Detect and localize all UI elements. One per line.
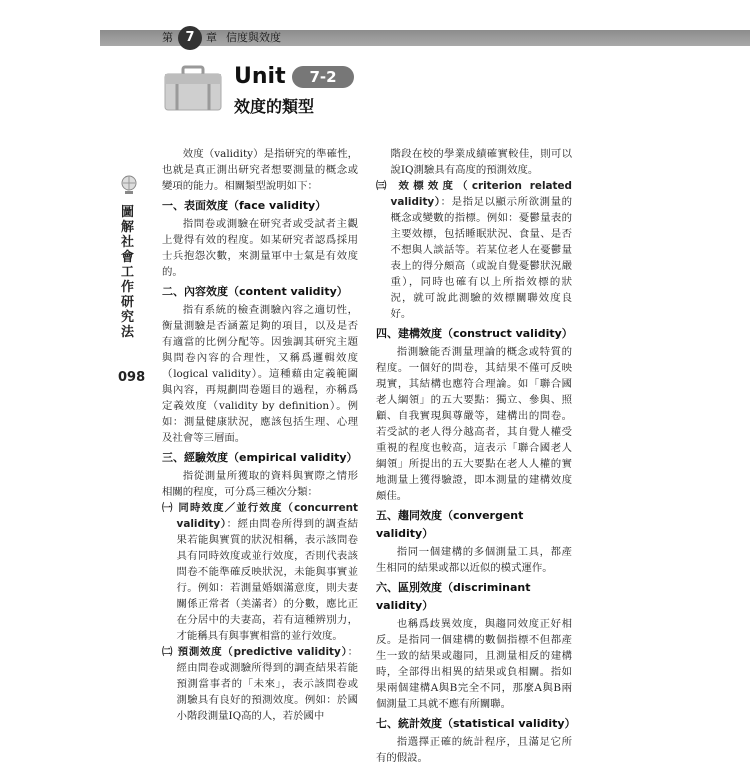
item-body: ：經由問卷或測驗所得到的調查結果若能預測當事者的「未來」，表示該問卷或測驗具有良好的預測效度。例如：於國小階段測量IQ高的人，若於國中 bbox=[176, 646, 358, 722]
item-title: ㈢ 效標效度（criterion related validity） bbox=[376, 180, 572, 208]
item-body: ：是指足以顯示所欲測量的概念或變數的指標。例如：憂鬱量表的主要效標，包括睡眠狀況、食量、是否不想與人談話等。若某位老人在憂鬱量表上的得分頗高（或說自覺憂鬱狀況嚴重），同時也確有以上所指效標的狀況，就可說此測驗的效標關聯效度良好。 bbox=[390, 196, 572, 320]
section-heading-face-validity: 一、表面效度（face validity） bbox=[162, 199, 327, 212]
section-heading-statistical-validity: 七、統計效度（statistical validity） bbox=[376, 717, 576, 730]
section-body-face-validity: 指問卷或測驗在研究者或受試者主觀上覺得有效的程度。如某研究者認爲採用士兵抱怨次數，來測量軍中士氣是有效度的。 bbox=[162, 218, 358, 278]
unit-number-badge: 7-2 bbox=[292, 66, 354, 88]
section-body-convergent-validity: 指同一個建構的多個測量工具，都產生相同的結果或都以近似的模式運作。 bbox=[376, 546, 572, 574]
item-body: ：經由問卷所得到的調查結果若能與實質的狀況相稱，表示該問卷具有同時效度或並行效度，否則代表該問卷不能準確反映狀況，未能與事實並行。例如：若測量婚姻滿意度，則夫妻關係正常者（美滿者）的分數，應比正在分居中的夫妻高，若有這種辨別力，才能稱具有與事實相當的並行效度。 bbox=[176, 518, 358, 642]
item-title: ㈠ 同時效度／並行效度（concurrent validity） bbox=[162, 502, 358, 530]
unit-title: 效度的類型 bbox=[234, 97, 315, 116]
section-body-content-validity: 指有系統的檢查測驗內容之適切性，衡量測驗是否涵蓋足夠的項目，以及是否有適當的比例分配等。因強調其研究主題與問卷內容的合理性，又稱爲邏輯效度（logical validity）。這種藉由定義範圍與內容，再規劃問卷題目的過程，亦稱爲定義效度（validity by definition）。例如：測量健康狀況，應該包括生理、心理及社會等三層面。 bbox=[162, 304, 358, 444]
chapter-suffix: 章 bbox=[206, 31, 217, 44]
chapter-prefix: 第 bbox=[162, 31, 173, 44]
section-heading-content-validity: 二、內容效度（content validity） bbox=[162, 285, 348, 298]
section-heading-convergent-validity: 五、趨同效度（convergent validity） bbox=[376, 509, 524, 540]
page-number: 098 bbox=[118, 370, 146, 385]
book-title-vertical: 圖解社會工作研究法 bbox=[121, 205, 135, 340]
section-body-construct-validity: 指測驗能否測量理論的概念或特質的程度。一個好的問卷，其結果不僅可反映現實，其結構也應符合理論。如「聯合國老人綱領」的五大要點：獨立、參與、照顧、自我實現與尊嚴等，建構出的問卷。若受試的老人得分越高者，其自覺人權受重視的程度也較高，這表示「聯合國老人綱領」所提出的五大要點在老人人權的實地測量上獲得驗證，即本測量的建構效度頗佳。 bbox=[376, 346, 572, 502]
globe-icon bbox=[120, 174, 138, 200]
chapter-number-badge: 7 bbox=[178, 26, 202, 50]
item-title: ㈡ 預測效度（predictive validity） bbox=[162, 646, 348, 658]
briefcase-icon bbox=[163, 64, 223, 118]
section-heading-discriminant-validity: 六、區別效度（discriminant validity） bbox=[376, 581, 531, 612]
section-heading-construct-validity: 四、建構效度（construct validity） bbox=[376, 327, 573, 340]
section-heading-empirical-validity: 三、經驗效度（empirical validity） bbox=[162, 451, 358, 464]
list-item-criterion-validity bbox=[376, 178, 572, 322]
intro-paragraph: 效度（validity）是指研究的準確性，也就是真正測出研究者想要測量的概念或變項的能力。相關類型說明如下： bbox=[162, 148, 358, 192]
left-column bbox=[162, 146, 358, 724]
list-item-concurrent-validity bbox=[162, 500, 358, 644]
list-item-predictive-validity bbox=[162, 644, 358, 724]
right-column bbox=[376, 146, 576, 766]
section-body-empirical-validity: 指從測量所獲取的資料與實際之情形相關的程度，可分爲三種次分類： bbox=[162, 470, 358, 498]
section-body-statistical-validity: 指選擇正確的統計程序，且滿足它所有的假設。 bbox=[376, 736, 572, 764]
predictive-validity-continued: 階段在校的學業成績確實較佳，則可以說IQ測驗具有高度的預測效度。 bbox=[390, 148, 572, 176]
chapter-title: 信度與效度 bbox=[226, 31, 281, 44]
unit-label: Unit bbox=[234, 64, 286, 89]
section-body-discriminant-validity: 也稱爲歧異效度，與趨同效度正好相反。是指同一個建構的數個指標不但都產生一致的結果或趨同，且測量相反的建構時，全部得出相異的結果或負相關。指如果兩個建構A與B完全不同，那麼A與B兩個測量工具就不應有所關聯。 bbox=[376, 618, 572, 710]
